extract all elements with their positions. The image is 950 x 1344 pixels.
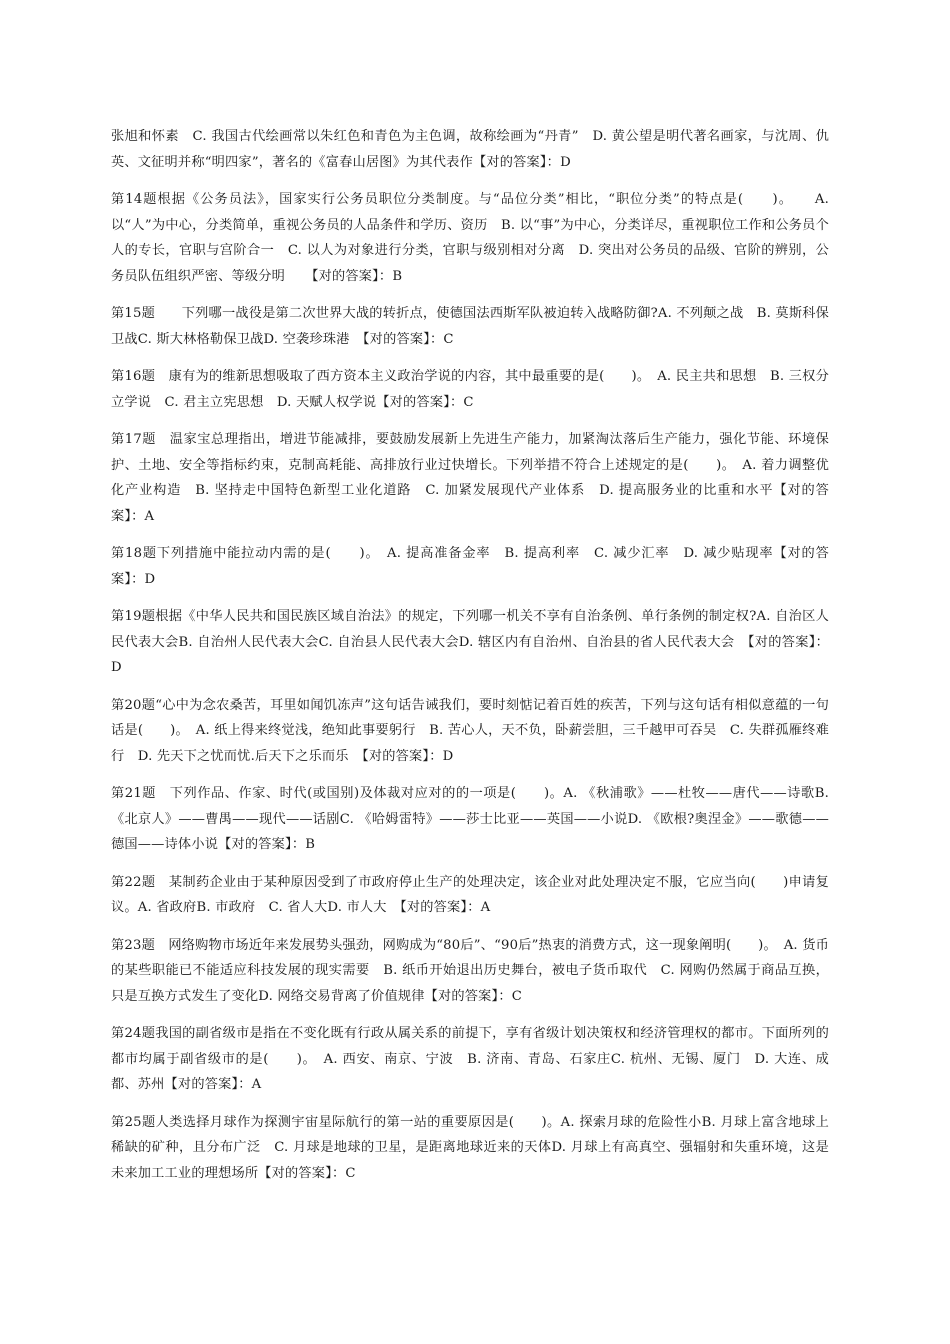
question-17: 第17题 温家宝总理指出，增进节能减排，要鼓励发展新上先进生产能力，加紧淘汰落后生产能力，强化节能、环境保护、土地、安全等指标约束，克制高耗能、高排放行业过快增长。下列举措不符合上述规定的是( )。 A. 着力调整优化产业构造 B. 坚持走中国特色新型工业化道路 C. 加紧发展现代产业体系 D. 提高服务业的比重和水平【对的答案】：A [111,432,829,524]
question-15: 第15题 下列哪一战役是第二次世界大战的转折点，使德国法西斯军队被迫转入战略防御?A. 不列颠之战 B. 莫斯科保卫战C. 斯大林格勒保卫战D. 空袭珍珠港 【对的答案】：C [111,306,829,347]
question-19: 第19题根据《中华人民共和国民族区域自治法》的规定，下列哪一机关不享有自治条例、单行条例的制定权?A. 自治区人民代表大会B. 自治州人民代表大会C. 自治县人民代表大会D. 辖区内有自治州、自治县的省人民代表大会 【对的答案】：D [111,609,829,675]
question-20: 第20题“心中为念农桑苦，耳里如闻饥冻声”这句话告诫我们，要时刻惦记着百姓的疾苦，下列与这句话有相似意蕴的一句话是( )。 A. 纸上得来终觉浅，绝知此事要躬行 B. 苦心人，天不负，卧薪尝胆，三千越甲可吞吴 C. 失群孤雁终难行 D. 先天下之忧而忧.后天下之乐而乐 【对的答案】：D [111,697,829,764]
document-body [111,124,829,1198]
question-25: 第25题人类选择月球作为探测宇宙星际航行的第一站的重要原因是( )。A. 探索月球的危险性小B. 月球上富含地球上稀缺的矿种，且分布广泛 C. 月球是地球的卫星，是距离地球近来的天体D. 月球上有高真空、强辐射和失重环境，这是未来加工工业的理想场所【对的答案】：C [111,1114,829,1181]
question-14: 第14题根据《公务员法》，国家实行公务员职位分类制度。与“品位分类”相比，“职位分类”的特点是( )。 A. 以“人”为中心，分类简单，重视公务员的人品条件和学历、资历 B. 以“事”为中心，分类详尽，重视职位工作和公务员个人的专长，官职与宫阶合一 C. 以人为对象进行分类，官职与级别相对分离 D. 突出对公务员的品级、官阶的辨别，公务员队伍组织严密、等级分明 【对的答案】：B [111,192,829,284]
question-16: 第16题 康有为的维新思想吸取了西方资本主义政治学说的内容，其中最重要的是( )。 A. 民主共和思想 B. 三权分立学说 C. 君主立宪思想 D. 天赋人权学说【对的答案】：C [111,369,829,410]
question-18: 第18题下列措施中能拉动内需的是( )。 A. 提高准备金率 B. 提高利率 C. 减少汇率 D. 减少贴现率【对的答案】：D [111,546,829,587]
paragraph-q13-tail: 张旭和怀素 C. 我国古代绘画常以朱红色和青色为主色调，故称绘画为“丹青” D. 黄公望是明代著名画家，与沈周、仇英、文征明并称“明四家”，著名的《富春山居图》为其代表作【对的答案】：D [111,129,829,170]
question-24: 第24题我国的副省级市是指在不变化既有行政从属关系的前提下，享有省级计划决策权和经济管理权的都市。下面所列的都市均属于副省级市的是( )。 A. 西安、南京、宁波 B. 济南、青岛、石家庄C. 杭州、无锡、厦门 D. 大连、成都、苏州【对的答案】：A [111,1026,829,1092]
question-21: 第21题 下列作品、作家、时代(或国别)及体裁对应对的的一项是( )。A. 《秋浦歌》——杜牧——唐代——诗歌B. 《北京人》——曹禺——现代——话剧C. 《哈姆雷特》——莎士比亚——英国——小说D. 《欧根?奥涅金》——歌德——德国——诗体小说【对的答案】：B [111,786,829,852]
question-23: 第23题 网络购物市场近年来发展势头强劲，网购成为“80后”、“90后”热衷的消费方式，这一现象阐明( )。 A. 货币的某些职能已不能适应科技发展的现实需要 B. 纸币开始退出历史舞台，被电子货币取代 C. 网购仍然属于商品互换，只是互换方式发生了变化D. 网络交易背离了价值规律【对的答案】：C [111,937,829,1004]
question-22: 第22题 某制药企业由于某种原因受到了市政府停止生产的处理决定，该企业对此处理决定不服，它应当向( )申请复议。A. 省政府B. 市政府 C. 省人大D. 市人大 【对的答案】：A [111,874,829,915]
